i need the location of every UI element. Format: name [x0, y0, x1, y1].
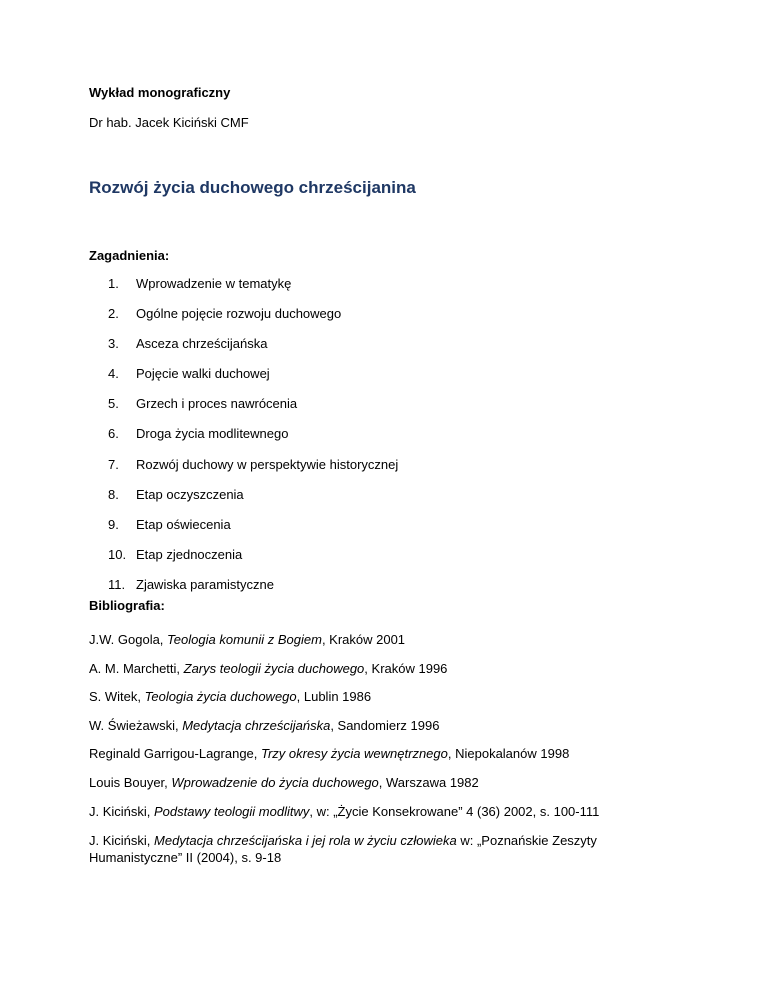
entry-author: Louis Bouyer, [89, 774, 172, 790]
entry-author: S. Witek, [89, 689, 145, 705]
bibliography-heading: Bibliografia: [89, 598, 165, 613]
entry-publication: , Lublin 1986 [296, 689, 372, 705]
topics-heading: Zagadnienia: [89, 248, 170, 263]
course-label: Wykład monograficzny [89, 85, 231, 100]
bibliography-entry [89, 804, 689, 833]
entry-work-title: Medytacja chrześcijańska [182, 717, 331, 733]
topic-number: 2. [108, 306, 119, 322]
entry-publication: , Kraków 2001 [321, 632, 406, 647]
entry-work-title: Podstawy teologii modlitwy [154, 803, 310, 819]
topic-number: 5. [108, 396, 119, 412]
topic-number: 10. [108, 546, 127, 562]
bibliography-entry [89, 718, 689, 747]
entry-work-title: Teologia komunii z Bogiem [167, 632, 322, 647]
topic-label: Etap oczyszczenia [136, 486, 244, 502]
topic-number: 6. [108, 426, 119, 442]
author-line: Dr hab. Jacek Kiciński CMF [89, 115, 249, 130]
entry-publication: , Kraków 1996 [364, 660, 448, 676]
topic-item [89, 517, 398, 547]
entry-publication: , Warszawa 1982 [378, 774, 479, 790]
topic-item [89, 276, 398, 306]
document-title: Rozwój życia duchowego chrześcijanina [89, 178, 416, 197]
topic-item [89, 336, 398, 366]
topic-number: 7. [108, 456, 119, 472]
topic-number: 1. [108, 276, 119, 291]
topic-item [89, 366, 398, 396]
bibliography-entry [89, 661, 689, 690]
entry-author: J. Kiciński, [89, 833, 155, 849]
entry-publication: , w: „Życie Konsekrowane” 4 (36) 2002, s. 100-111 [309, 803, 600, 819]
topic-label: Pojęcie walki duchowej [136, 366, 270, 382]
bibliography-list [89, 632, 689, 866]
topic-item [89, 396, 398, 426]
entry-work-title: Teologia życia duchowego [144, 689, 297, 705]
entry-author: A. M. Marchetti, [89, 660, 184, 676]
topic-label: Rozwój duchowy w perspektywie historycznej [136, 456, 399, 472]
topic-label: Wprowadzenie w tematykę [136, 276, 292, 291]
topic-label: Etap zjednoczenia [136, 546, 243, 562]
topic-item [89, 306, 398, 336]
entry-publication: w: „Poznańskie Zeszyty Humanistyczne” II (2004), s. 9-18 [89, 833, 597, 866]
bibliography-entry [89, 632, 689, 661]
topic-item [89, 547, 398, 577]
topic-number: 8. [108, 486, 119, 502]
topic-number: 9. [108, 516, 119, 532]
entry-publication: , Sandomierz 1996 [330, 717, 440, 733]
entry-work-title: Trzy okresy życia wewnętrznego [261, 746, 448, 762]
topic-label: Etap oświecenia [136, 516, 231, 532]
entry-work-title: Medytacja chrześcijańska i jej rola w życiu człowieka [154, 833, 457, 849]
topic-item [89, 487, 398, 517]
topic-label: Ogólne pojęcie rozwoju duchowego [136, 306, 342, 322]
topic-item [89, 426, 398, 456]
entry-work-title: Wprowadzenie do życia duchowego [171, 774, 379, 790]
bibliography-entry [89, 689, 689, 718]
entry-author: W. Świeżawski, [89, 717, 183, 733]
entry-publication: , Niepokalanów 1998 [447, 746, 570, 762]
entry-author: Reginald Garrigou-Lagrange, [89, 746, 261, 762]
entry-work-title: Zarys teologii życia duchowego [183, 660, 365, 676]
bibliography-entry [89, 775, 689, 804]
bibliography-entry [89, 832, 649, 866]
topic-number: 11. [108, 576, 126, 592]
entry-author: J. Kiciński, [89, 803, 155, 819]
topic-label: Asceza chrześcijańska [136, 336, 268, 352]
topic-list [89, 276, 398, 607]
topic-label: Zjawiska paramistyczne [136, 576, 274, 592]
topic-number: 4. [108, 366, 119, 382]
entry-author: J.W. Gogola, [89, 632, 168, 647]
bibliography-entry [89, 746, 689, 775]
topic-number: 3. [108, 336, 119, 352]
topic-label: Grzech i proces nawrócenia [136, 396, 298, 412]
topic-item [89, 457, 398, 487]
topic-label: Droga życia modlitewnego [136, 426, 289, 442]
